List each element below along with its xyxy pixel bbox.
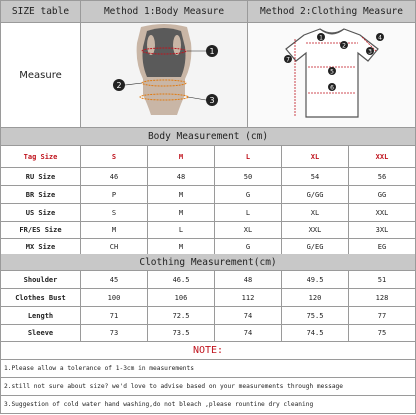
row-label: FR/ES Size — [0, 222, 81, 239]
note-title: NOTE: — [0, 342, 416, 360]
value-cell: 77 — [349, 307, 416, 325]
value-cell: 72.5 — [148, 307, 215, 325]
value-cell: S — [81, 204, 148, 222]
body-marker-1: 1 — [209, 47, 215, 56]
shirt-marker-5: 5 — [330, 68, 334, 76]
header-row — [0, 0, 416, 23]
table-row — [0, 204, 416, 222]
note-line-3: 3.Suggestion of cold water hand washing,do not bleach ,please rountine dry cleaning — [0, 396, 416, 414]
value-cell: 75.5 — [282, 307, 349, 325]
value-cell: M — [148, 186, 215, 204]
value-cell: 73.5 — [148, 325, 215, 342]
value-cell: 46 — [81, 168, 148, 186]
value-cell: 106 — [148, 289, 215, 307]
value-cell: CH — [81, 239, 148, 256]
value-cell: 48 — [215, 271, 282, 289]
value-cell: XXL — [282, 222, 349, 239]
shirt-marker-2: 2 — [342, 42, 346, 50]
row-label: Clothes Bust — [0, 289, 81, 307]
shirt-marker-3: 3 — [368, 48, 372, 56]
note-line-1: 1.Please allow a tolerance of 1-3cm in measurements — [0, 360, 416, 378]
row-label: US Size — [0, 204, 81, 222]
value-cell: L — [148, 222, 215, 239]
value-cell: 48 — [148, 168, 215, 186]
tag-size-cell: L — [215, 146, 282, 168]
clothing-section-title: Clothing Measurement(cm) — [0, 254, 416, 271]
table-row — [0, 146, 416, 168]
value-cell: P — [81, 186, 148, 204]
value-cell: 74 — [215, 325, 282, 342]
value-cell: GG — [349, 186, 416, 204]
value-cell: 50 — [215, 168, 282, 186]
note-line-row — [0, 378, 416, 396]
table-row — [0, 222, 416, 239]
value-cell: M — [148, 204, 215, 222]
body-figure-cell — [81, 23, 248, 128]
method2-label: Method 2:Clothing Measure — [248, 1, 416, 23]
shirt-figure-cell — [248, 23, 416, 128]
table-row — [0, 289, 416, 307]
value-cell: 54 — [282, 168, 349, 186]
tag-size-cell: XL — [282, 146, 349, 168]
table-row — [0, 186, 416, 204]
measure-row — [0, 23, 416, 128]
value-cell: 73 — [81, 325, 148, 342]
value-cell: 112 — [215, 289, 282, 307]
value-cell: 3XL — [349, 222, 416, 239]
value-cell: 74 — [215, 307, 282, 325]
row-label: BR Size — [0, 186, 81, 204]
value-cell: 46.5 — [148, 271, 215, 289]
note-line-row — [0, 360, 416, 378]
method1-label: Method 1:Body Measure — [81, 1, 248, 23]
row-label: Sleeve — [0, 325, 81, 342]
row-label: MX Size — [0, 239, 81, 256]
table-row — [0, 307, 416, 325]
shirt-marker-6: 6 — [330, 84, 334, 92]
shirt-marker-7: 7 — [286, 56, 290, 64]
value-cell: 51 — [349, 271, 416, 289]
body-marker-2: 2 — [116, 81, 122, 90]
tag-size-label: Tag Size — [0, 146, 81, 168]
value-cell: 100 — [81, 289, 148, 307]
value-cell: 128 — [349, 289, 416, 307]
tag-size-cell: XXL — [349, 146, 416, 168]
value-cell: 71 — [81, 307, 148, 325]
body-marker-3: 3 — [209, 96, 215, 105]
shirt-figure — [248, 23, 415, 127]
measure-label: Measure — [0, 23, 81, 128]
size-table-label: SIZE table — [0, 1, 81, 23]
value-cell: G — [215, 239, 282, 256]
value-cell: 74.5 — [282, 325, 349, 342]
value-cell: 75 — [349, 325, 416, 342]
value-cell: G — [215, 186, 282, 204]
body-section-title-row — [0, 128, 416, 146]
body-section-title: Body Measurement (cm) — [0, 128, 416, 146]
value-cell: 120 — [282, 289, 349, 307]
value-cell: G/EG — [282, 239, 349, 256]
value-cell: XL — [215, 222, 282, 239]
table-row — [0, 168, 416, 186]
row-label: Length — [0, 307, 81, 325]
value-cell: L — [215, 204, 282, 222]
value-cell: G/GG — [282, 186, 349, 204]
value-cell: M — [81, 222, 148, 239]
note-line-2: 2.still not sure about size? we'd love to advise based on your measurements through message — [0, 378, 416, 396]
value-cell: XL — [282, 204, 349, 222]
value-cell: M — [148, 239, 215, 256]
tag-size-cell: S — [81, 146, 148, 168]
tag-size-cell: M — [148, 146, 215, 168]
note-title-row — [0, 342, 416, 360]
clothing-section-title-row — [0, 254, 416, 271]
body-figure — [81, 23, 247, 127]
note-line-row — [0, 396, 416, 414]
value-cell: 49.5 — [282, 271, 349, 289]
shirt-marker-1: 1 — [319, 34, 323, 42]
value-cell: 56 — [349, 168, 416, 186]
shirt-marker-4: 4 — [378, 34, 382, 42]
value-cell: XXL — [349, 204, 416, 222]
table-row — [0, 271, 416, 289]
row-label: Shoulder — [0, 271, 81, 289]
row-label: RU Size — [0, 168, 81, 186]
table-row — [0, 325, 416, 342]
value-cell: 45 — [81, 271, 148, 289]
value-cell: EG — [349, 239, 416, 256]
